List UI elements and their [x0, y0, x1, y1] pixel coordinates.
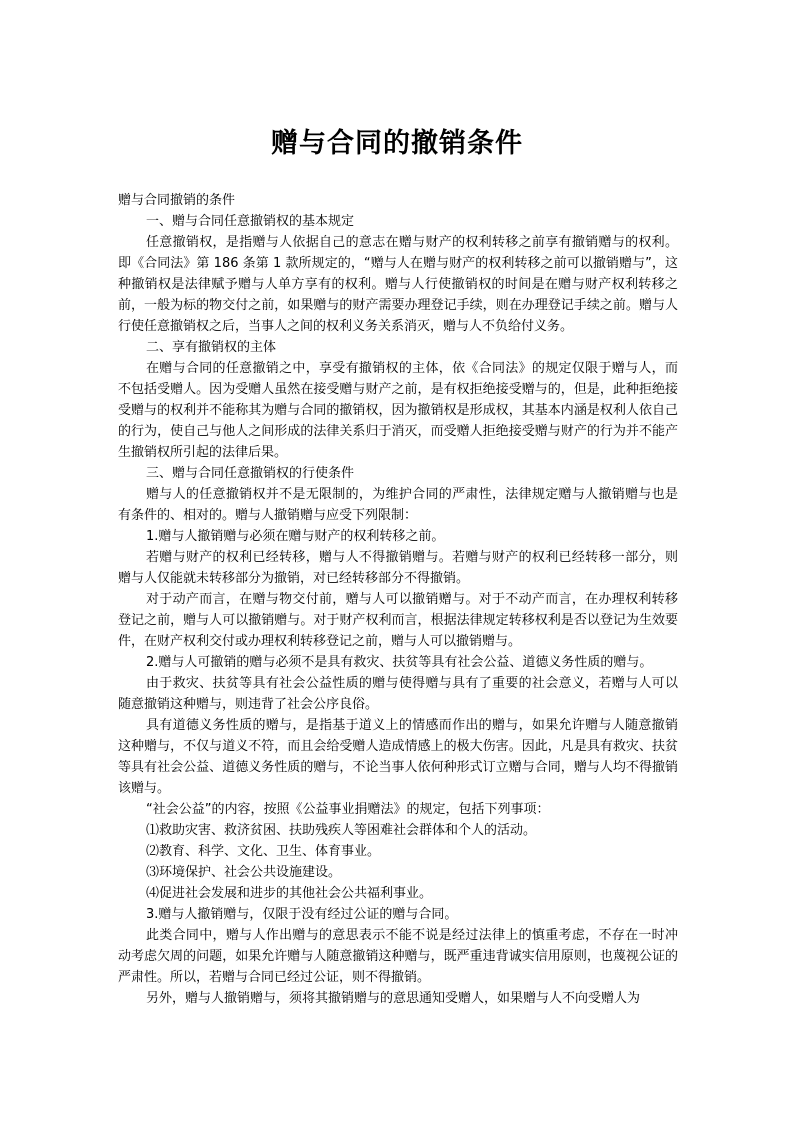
paragraph: 任意撤销权，是指赠与人依据自己的意志在赠与财产的权利转移之前享有撤销赠与的权利。即《合同法》第 186 条第 1 款所规定的，“赠与人在赠与财产的权利转移之前可以撤销赠与”，这种撤销权是法律赋予赠与人单方享有的权利。赠与人行使撤销权的时间是在赠与财产权利转移之前，一般为标的物交付之前，如果赠与的财产需要办理登记手续，则在办理登记手续之前。赠与人行使任意撤销权之后，当事人之间的权利义务关系消灭，赠与人不负给付义务。 [118, 235, 678, 334]
paragraph: 在赠与合同的任意撤销之中，享受有撤销权的主体，依《合同法》的规定仅限于赠与人，而不包括受赠人。因为受赠人虽然在接受赠与财产之前，是有权拒绝接受赠与的，但是，此种拒绝接受赠与的权利并不能称其为赠与合同的撤销权，因为撤销权是形成权，其基本内涵是权利人依自己的行为，使自己与他人之间形成的法律关系归于消灭，而受赠人拒绝接受赠与财产的行为并不能产生撤销权所引起的法律后果。 [118, 361, 678, 460]
paragraph: 2.赠与人可撤销的赠与必须不是具有救灾、扶贫等具有社会公益、道德义务性质的赠与。 [146, 655, 653, 670]
paragraph: 赠与人的任意撤销权并不是无限制的，为维护合同的严肃性，法律规定赠与人撤销赠与也是有条件的、相对的。赠与人撤销赠与应受下列限制： [118, 487, 678, 523]
paragraph: 若赠与财产的权利已经转移，赠与人不得撤销赠与。若赠与财产的权利已经转移一部分，则赠与人仅能就未转移部分为撤销，对已经转移部分不得撤销。 [118, 550, 678, 586]
paragraph: 此类合同中，赠与人作出赠与的意思表示不能不说是经过法律上的慎重考虑，不存在一时冲动考虑欠周的问题，如果允许赠与人随意撤销这种赠与，既严重违背诚实信用原则，也蔑视公证的严肃性。所以，若赠与合同已经过公证，则不得撤销。 [118, 928, 678, 985]
paragraph: 由于救灾、扶贫等具有社会公益性质的赠与使得赠与具有了重要的社会意义，若赠与人可以随意撤销这种赠与，则违背了社会公序良俗。 [118, 676, 678, 712]
document-body [118, 190, 678, 1009]
paragraph: 二、享有撤销权的主体 [146, 340, 277, 355]
paragraph: ⑷促进社会发展和进步的其他社会公共福利事业。 [146, 886, 433, 901]
paragraph: 对于动产而言，在赠与物交付前，赠与人可以撤销赠与。对于不动产而言，在办理权利转移登记之前，赠与人可以撤销赠与。对于财产权利而言，根据法律规定转移权利是否以登记为生效要件，在财产权利交付或办理权利转移登记之前，赠与人可以撤销赠与。 [118, 592, 678, 649]
paragraph: 具有道德义务性质的赠与，是指基于道义上的情感而作出的赠与，如果允许赠与人随意撤销这种赠与，不仅与道义不符，而且会给受赠人造成情感上的极大伤害。因此，凡是具有救灾、扶贫等具有社会公益、道德义务性质的赠与，不论当事人依何种形式订立赠与合同，赠与人均不得撤销该赠与。 [118, 718, 678, 796]
paragraph: 一、赠与合同任意撤销权的基本规定 [146, 214, 355, 229]
paragraph: ⑵教育、科学、文化、卫生、体育事业。 [146, 844, 381, 859]
paragraph: “社会公益”的内容，按照《公益事业捐赠法》的规定，包括下列事项： [146, 802, 550, 817]
paragraph: 3.赠与人撤销赠与，仅限于没有经过公证的赠与合同。 [146, 907, 458, 922]
paragraph: 三、赠与合同任意撤销权的行使条件 [146, 466, 355, 481]
paragraph: 赠与合同撤销的条件 [118, 193, 236, 208]
document-title: 赠与合同的撤销条件 [271, 128, 523, 159]
paragraph: ⑴救助灾害、救济贫困、扶助残疾人等困难社会群体和个人的活动。 [146, 823, 537, 838]
paragraph: 另外，赠与人撤销赠与，须将其撤销赠与的意思通知受赠人，如果赠与人不向受赠人为 [146, 991, 641, 1006]
paragraph: 1.赠与人撤销赠与必须在赠与财产的权利转移之前。 [146, 529, 445, 544]
paragraph: ⑶环境保护、社会公共设施建设。 [146, 865, 342, 880]
